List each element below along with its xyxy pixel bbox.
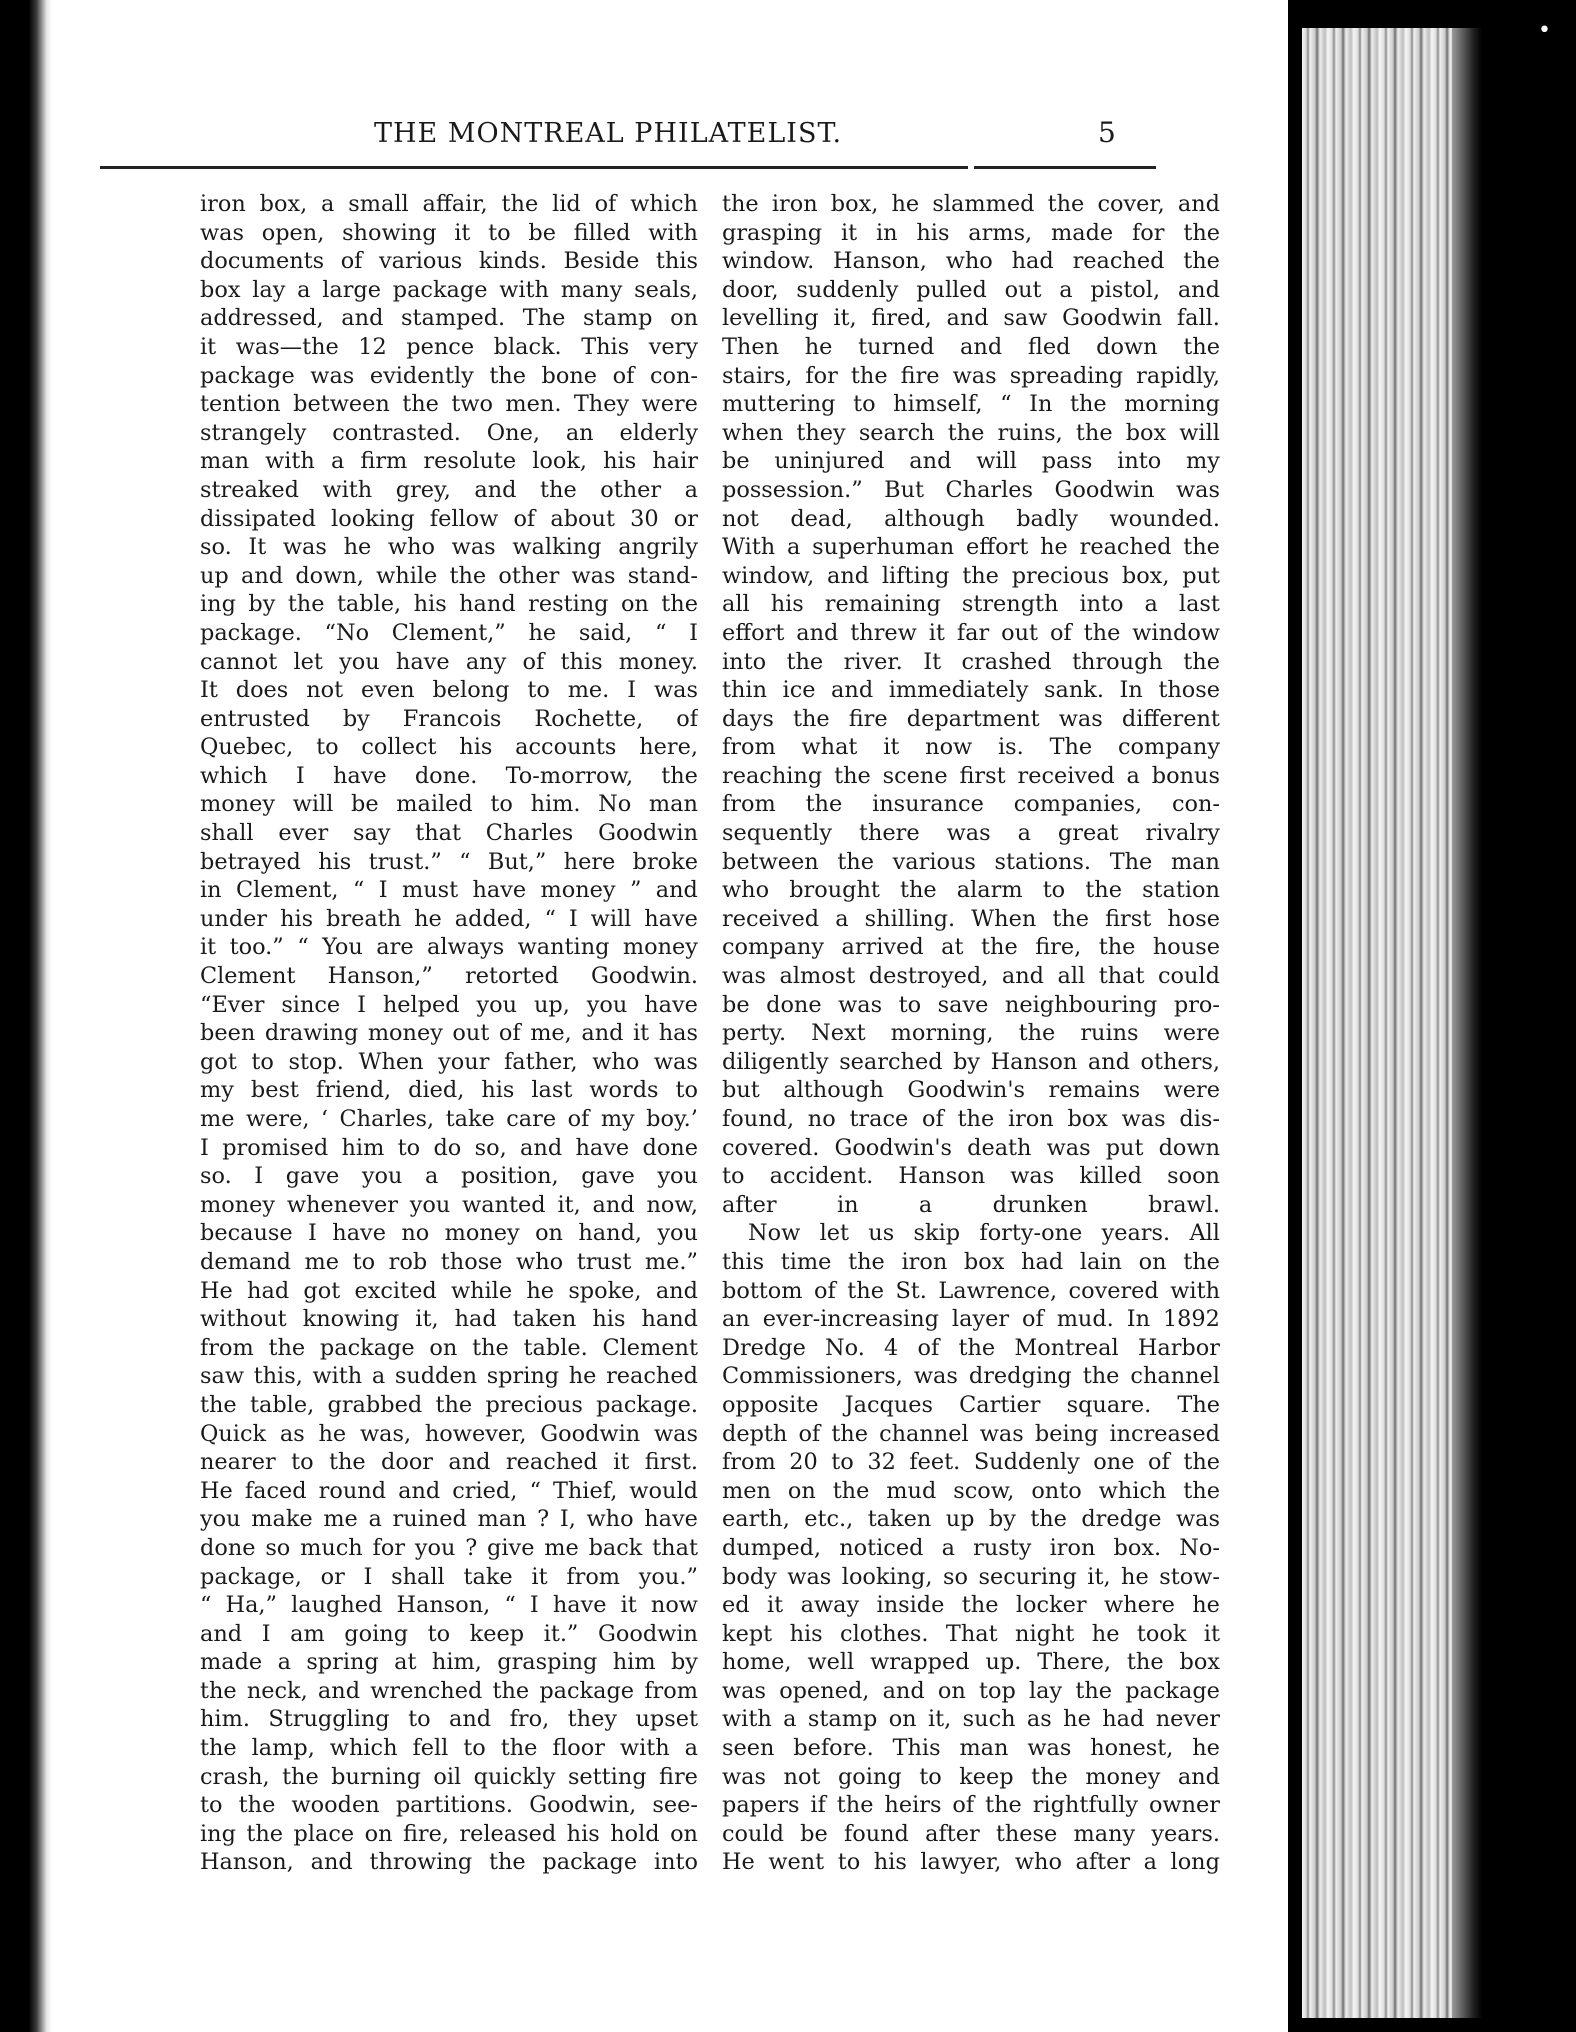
text-line: done so much for you ? give me back that (200, 1534, 698, 1561)
text-line: possession.” But Charles Goodwin was (722, 476, 1220, 503)
text-line: but although Goodwin's remains were (722, 1077, 1220, 1104)
text-line: covered. Goodwin's death was put down (722, 1134, 1220, 1161)
text-line: my best friend, died, his last words to (200, 1077, 698, 1104)
text-line: home, well wrapped up. There, the box (722, 1649, 1220, 1676)
text-line: grasping it in his arms, made for the (722, 219, 1220, 246)
text-line: was not going to keep the money and (722, 1763, 1220, 1790)
text-line: could be found after these many years. (722, 1820, 1220, 1847)
text-line: box lay a large package with many seals, (200, 276, 698, 303)
text-line: shall ever say that Charles Goodwin (200, 820, 698, 847)
text-line: documents of various kinds. Beside this (200, 248, 698, 275)
text-line: Quebec, to collect his accounts here, (200, 734, 698, 761)
text-line: Commissioners, was dredging the channel (722, 1363, 1220, 1390)
text-line: not dead, although badly wounded. (722, 505, 1220, 532)
text-line: be done was to save neighbouring pro- (722, 991, 1220, 1018)
text-line: kept his clothes. That night he took it (722, 1620, 1220, 1647)
text-line: company arrived at the fire, the house (722, 934, 1220, 961)
text-line: ing by the table, his hand resting on the (200, 591, 698, 618)
text-line: iron box, a small affair, the lid of which (200, 191, 698, 217)
text-line: made a spring at him, grasping him by (200, 1649, 698, 1676)
text-line: tention between the two men. They were (200, 391, 698, 418)
scan-left-shadow (0, 0, 52, 2032)
text-line: perty. Next morning, the ruins were (722, 1020, 1220, 1047)
text-line: between the various stations. The man (722, 848, 1220, 875)
book-edge-top (1288, 0, 1576, 30)
text-line: me were, ‘ Charles, take care of my boy.’ (200, 1106, 698, 1132)
text-line: He had got excited while he spoke, and (200, 1277, 698, 1304)
text-line: Hanson, and throwing the package into (200, 1849, 698, 1876)
text-line: it too.” “ You are always wanting money (200, 934, 698, 961)
text-line: dissipated looking fellow of about 30 or (200, 505, 698, 532)
text-line: thin ice and immediately sank. In those (722, 677, 1220, 704)
text-line: ed it away inside the locker where he (722, 1592, 1220, 1619)
text-line: window. Hanson, who had reached the (722, 248, 1220, 275)
text-line: be uninjured and will pass into my (722, 448, 1220, 475)
text-line: the neck, and wrenched the package from (200, 1677, 698, 1704)
text-line: opposite Jacques Cartier square. The (722, 1391, 1220, 1418)
text-line: sequently there was a great rivalry (722, 820, 1220, 847)
header-rule (100, 166, 968, 169)
text-line: in Clement, “ I must have money ” and (200, 877, 698, 904)
text-line: Then he turned and fled down the (722, 333, 1220, 360)
text-line: entrusted by Francois Rochette, of (200, 705, 698, 732)
text-line: from the insurance companies, con- (722, 791, 1220, 818)
text-line: which I have done. To-morrow, the (200, 762, 698, 789)
text-line: been drawing money out of me, and it has (200, 1020, 698, 1047)
text-line: addressed, and stamped. The stamp on (200, 305, 698, 332)
text-line: package. “No Clement,” he said, “ I (200, 619, 698, 646)
text-line: Quick as he was, however, Goodwin was (200, 1420, 698, 1447)
text-line: was opened, and on top lay the package (722, 1677, 1220, 1704)
text-line: ing the place on fire, released his hold on (200, 1820, 698, 1847)
text-line: seen before. This man was honest, he (722, 1735, 1220, 1762)
text-line: after in a drunken brawl. (722, 1191, 1220, 1218)
book-edge-shadow (1452, 28, 1482, 2018)
book-fore-edge (1288, 0, 1576, 2032)
text-line: this time the iron box had lain on the (722, 1248, 1220, 1275)
text-line: depth of the channel was being increased (722, 1420, 1220, 1447)
text-line: “Ever since I helped you up, you have (200, 991, 698, 1018)
right-text-column (722, 190, 1220, 1877)
text-line: from what it now is. The company (722, 734, 1220, 761)
text-line: got to stop. When your father, who was (200, 1048, 698, 1075)
text-line: who brought the alarm to the station (722, 877, 1220, 904)
text-line: and I am going to keep it.” Goodwin (200, 1620, 698, 1647)
text-line: because I have no money on hand, you (200, 1220, 698, 1247)
text-line: papers if the heirs of the rightfully owner (722, 1792, 1220, 1819)
text-line: when they search the ruins, the box will (722, 419, 1220, 446)
text-line: an ever-increasing layer of mud. In 1892 (722, 1306, 1220, 1333)
text-line: It does not even belong to me. I was (200, 677, 698, 704)
text-line: package was evidently the bone of con- (200, 362, 698, 389)
text-line: you make me a ruined man ? I, who have (200, 1506, 698, 1533)
text-line: effort and threw it far out of the window (722, 619, 1220, 646)
text-line: nearer to the door and reached it first. (200, 1449, 698, 1476)
text-line: men on the mud scow, onto which the (722, 1477, 1220, 1504)
text-line: money will be mailed to him. No man (200, 791, 698, 818)
text-line: to the wooden partitions. Goodwin, see- (200, 1792, 698, 1819)
text-line: levelling it, fired, and saw Goodwin fall. (722, 305, 1220, 332)
text-line: so. I gave you a position, gave you (200, 1163, 698, 1190)
text-line: with a stamp on it, such as he had never (722, 1706, 1220, 1733)
text-line: body was looking, so securing it, he stow- (722, 1563, 1220, 1590)
text-line: was open, showing it to be filled with (200, 219, 698, 246)
text-line: so. It was he who was walking angrily (200, 534, 698, 561)
text-line: found, no trace of the iron box was dis- (722, 1106, 1220, 1132)
text-line: dumped, noticed a rusty iron box. No- (722, 1534, 1220, 1561)
document-page (92, 0, 1220, 2032)
text-line: man with a firm resolute look, his hair (200, 448, 698, 475)
text-line: With a superhuman effort he reached the (722, 534, 1220, 561)
text-line: into the river. It crashed through the (722, 648, 1220, 675)
text-line: betrayed his trust.” “ But,” here broke (200, 848, 698, 875)
text-line: Now let us skip forty-one years. All (748, 1220, 1220, 1247)
text-line: “ Ha,” laughed Hanson, “ I have it now (200, 1592, 698, 1619)
text-line: reaching the scene first received a bonus (722, 762, 1220, 789)
publication-title: THE MONTREAL PHILATELIST. (374, 118, 843, 149)
text-line: from the package on the table. Clement (200, 1334, 698, 1361)
text-line: him. Struggling to and fro, they upset (200, 1706, 698, 1733)
text-line: strangely contrasted. One, an elderly (200, 419, 698, 446)
text-line: was almost destroyed, and all that could (722, 963, 1220, 990)
text-line: to accident. Hanson was killed soon (722, 1163, 1220, 1190)
text-line: Dredge No. 4 of the Montreal Harbor (722, 1334, 1220, 1361)
text-line: window, and lifting the precious box, put (722, 562, 1220, 589)
text-line: Clement Hanson,” retorted Goodwin. (200, 963, 698, 990)
text-line: bottom of the St. Lawrence, covered with (722, 1277, 1220, 1304)
text-line: demand me to rob those who trust me.” (200, 1248, 698, 1275)
text-line: money whenever you wanted it, and now, (200, 1191, 698, 1218)
text-line: cannot let you have any of this money. (200, 648, 698, 675)
text-line: received a shilling. When the first hose (722, 905, 1220, 932)
left-text-column (200, 190, 698, 1877)
text-line: under his breath he added, “ I will have (200, 905, 698, 932)
text-line: days the fire department was different (722, 705, 1220, 732)
text-line: all his remaining strength into a last (722, 591, 1220, 618)
running-header (92, 118, 1162, 162)
text-line: stairs, for the fire was spreading rapidly, (722, 362, 1220, 389)
text-line: door, suddenly pulled out a pistol, and (722, 276, 1220, 303)
text-line: He went to his lawyer, who after a long (722, 1849, 1220, 1876)
text-line: saw this, with a sudden spring he reached (200, 1363, 698, 1390)
text-line: the lamp, which fell to the floor with a (200, 1735, 698, 1762)
text-line: streaked with grey, and the other a (200, 476, 698, 503)
text-line: package, or I shall take it from you.” (200, 1563, 698, 1590)
text-line: earth, etc., taken up by the dredge was (722, 1506, 1220, 1533)
speck-mark: • (1538, 18, 1551, 43)
text-line: muttering to himself, “ In the morning (722, 391, 1220, 418)
text-line: the table, grabbed the precious package. (200, 1391, 698, 1418)
text-line: diligently searched by Hanson and others, (722, 1048, 1220, 1075)
text-line: it was—the 12 pence black. This very (200, 333, 698, 360)
page-number: 5 (1098, 116, 1116, 149)
header-rule-short (974, 166, 1156, 169)
page-stack (1302, 28, 1452, 2018)
text-line: up and down, while the other was stand- (200, 562, 698, 589)
text-line: the iron box, he slammed the cover, and (722, 191, 1220, 217)
text-line: crash, the burning oil quickly setting fire (200, 1763, 698, 1790)
text-line: I promised him to do so, and have done (200, 1134, 698, 1161)
text-line: without knowing it, had taken his hand (200, 1306, 698, 1333)
text-line: He faced round and cried, “ Thief, would (200, 1477, 698, 1504)
text-line: from 20 to 32 feet. Suddenly one of the (722, 1449, 1220, 1476)
